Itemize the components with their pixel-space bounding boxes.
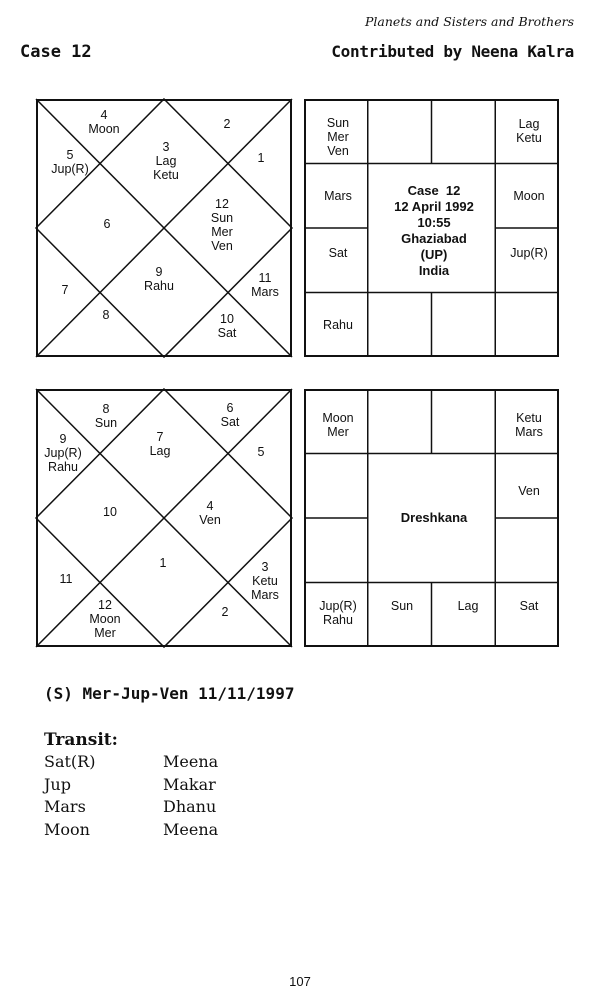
cell-capricorn: Sat [328, 246, 348, 260]
house-7: 9 Rahu [144, 265, 174, 293]
page-number: 107 [289, 974, 311, 989]
cell-gemini: Ketu Mars [515, 411, 543, 439]
house-6: 12 Moon Mer [89, 598, 121, 640]
cell-leo: Jup(R) [510, 246, 548, 260]
house-8: 10 Sat [217, 312, 237, 340]
house-3: 5 Jup(R) [51, 148, 89, 176]
house-11: 5 [257, 445, 265, 459]
house-10: 4 Ven [199, 499, 221, 527]
running-header: Planets and Sisters and Brothers [365, 14, 574, 29]
house-4: 6 [103, 217, 111, 231]
north-chart-lines [36, 389, 292, 647]
house-5: 7 [61, 283, 69, 297]
cell-sagittarius: Jup(R) Rahu [319, 599, 357, 627]
transit-heading: Transit: [44, 730, 118, 750]
cell-virgo: Sat [519, 599, 539, 613]
house-12: 6 Sat [220, 401, 240, 429]
house-6: 8 [102, 308, 110, 322]
transit-sign: Makar [163, 775, 216, 794]
house-11: 1 [257, 151, 265, 165]
cell-cancer: Moon [513, 189, 545, 203]
transit-planet: Moon [44, 820, 90, 839]
cell-pisces: Sun Mer Ven [326, 116, 350, 158]
transit-planet: Mars [44, 797, 86, 816]
north-chart-lines [36, 99, 292, 357]
transit-planet: Sat(R) [44, 752, 96, 771]
transit-sign: Meena [163, 752, 219, 771]
transit-sign: Dhanu [163, 797, 217, 816]
contributor-line: Contributed by Neena Kalra [331, 42, 574, 61]
house-3: 9 Jup(R) Rahu [44, 432, 82, 474]
cell-libra: Lag [457, 599, 479, 613]
transit-planet: Jup [44, 775, 71, 794]
cell-scorpio: Sun [390, 599, 414, 613]
house-12: 2 [223, 117, 231, 131]
cell-pisces: Moon Mer [322, 411, 354, 439]
house-8: 2 [221, 605, 229, 619]
house-5: 11 [59, 572, 73, 586]
case-title: Case 12 [20, 42, 92, 62]
rasi-north-chart [36, 99, 292, 357]
house-1: 3 Lag Ketu [153, 140, 179, 182]
dreshkana-north-chart [36, 389, 292, 647]
house-9: 11 Mars [251, 271, 279, 299]
house-10: 12 Sun Mer Ven [210, 197, 234, 253]
birth-details: Case 12 12 April 1992 10:55 Ghaziabad (UP) India [394, 183, 474, 278]
transit-sign: Meena [163, 820, 219, 839]
rasi-south-chart [304, 99, 559, 357]
house-9: 3 Ketu Mars [251, 560, 279, 602]
cell-gemini: Lag Ketu [516, 117, 542, 145]
dreshkana-south-chart [304, 389, 559, 647]
house-1: 7 Lag [149, 430, 171, 458]
house-2: 8 Sun [94, 402, 118, 430]
cell-cancer: Ven [518, 484, 540, 498]
house-2: 4 Moon [88, 108, 120, 136]
dasha-period-line: (S) Mer-Jup-Ven 11/11/1997 [44, 684, 295, 703]
house-7: 1 [159, 556, 167, 570]
cell-sagittarius: Rahu [323, 318, 353, 332]
house-4: 10 [103, 505, 117, 519]
cell-aquarius: Mars [324, 189, 352, 203]
chart-center-title: Dreshkana [400, 510, 468, 525]
